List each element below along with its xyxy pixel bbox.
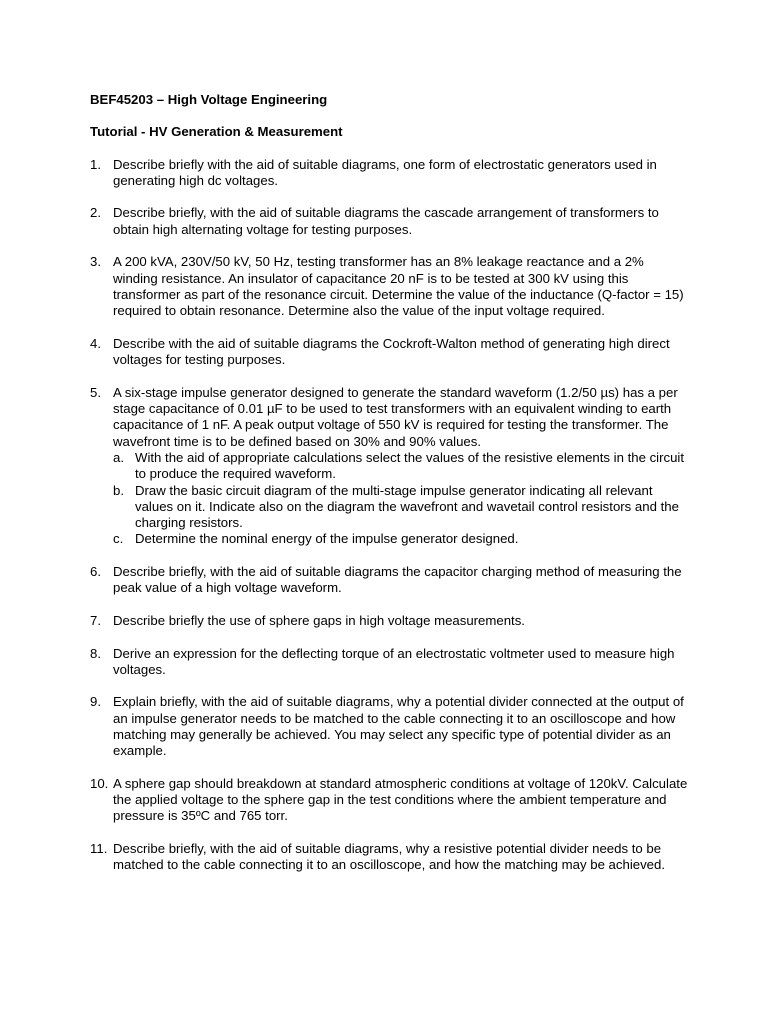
sub-question-item bbox=[113, 450, 690, 483]
question-item bbox=[90, 157, 690, 190]
question-item bbox=[90, 646, 690, 679]
question-number: 3. bbox=[90, 254, 101, 270]
question-number: 7. bbox=[90, 612, 101, 628]
question-text: Describe briefly, with the aid of suitable diagrams the cascade arrangement of transformers to obtain high alternating voltage for testing purposes. bbox=[113, 205, 659, 237]
question-number: 6. bbox=[90, 564, 101, 580]
question-text: Describe briefly, with the aid of suitable diagrams the capacitor charging method of measuring the peak value of a high voltage waveform. bbox=[113, 564, 682, 596]
question-text: Describe with the aid of suitable diagrams the Cockroft-Walton method of generating high direct voltages for testing purposes. bbox=[113, 335, 670, 368]
question-list bbox=[90, 157, 690, 874]
question-number: 4. bbox=[90, 335, 101, 351]
sub-question-item bbox=[113, 483, 690, 532]
question-text: Derive an expression for the deflecting torque of an electrostatic voltmeter used to measure high voltages. bbox=[113, 645, 675, 677]
sub-question-item bbox=[113, 531, 690, 547]
sub-question-letter: b. bbox=[113, 482, 124, 498]
question-item bbox=[90, 776, 690, 825]
question-item bbox=[90, 564, 690, 597]
question-text: A 200 kVA, 230V/50 kV, 50 Hz, testing transformer has an 8% leakage reactance and a 2% winding resistance. An insulator of capacitance 20 nF is to be tested at 300 kV using this transformer as part of the resonance circuit. Determine the value of the inductance (Q-factor = 15) required to obtain resonance. Determine also the value of the input voltage required. bbox=[113, 254, 684, 319]
sub-question-list bbox=[113, 450, 690, 548]
sub-question-letter: c. bbox=[113, 531, 124, 547]
course-title: BEF45203 – High Voltage Engineering bbox=[90, 92, 328, 107]
question-number: 5. bbox=[90, 384, 101, 400]
question-item bbox=[90, 254, 690, 319]
question-number: 11. bbox=[90, 841, 108, 857]
question-item bbox=[90, 205, 690, 238]
document-page bbox=[90, 92, 690, 890]
question-text: Describe briefly, with the aid of suitable diagrams, why a resistive potential divider needs to be matched to the cable connecting it to an oscilloscope, and how the matching may be achieved. bbox=[113, 841, 666, 873]
question-number: 1. bbox=[90, 156, 101, 172]
question-text: Describe briefly with the aid of suitable diagrams, one form of electrostatic generators used in generating high dc voltages. bbox=[113, 156, 657, 188]
question-item bbox=[90, 694, 690, 759]
sub-question-text: With the aid of appropriate calculations select the values of the resistive elements in the circuit to produce the required waveform. bbox=[135, 449, 685, 482]
question-item bbox=[90, 336, 690, 369]
tutorial-title: Tutorial - HV Generation & Measurement bbox=[90, 124, 343, 140]
question-number: 9. bbox=[90, 694, 101, 710]
question-text: A six-stage impulse generator designed to generate the standard waveform (1.2/50 µs) has a per stage capacitance of 0.01 µF to be used to test transformers with an equivalent winding to earth capacitance of 1 nF. A peak output voltage of 550 kV is required for testing the transformer. The wavefront time is to be defined based on 30% and 90% values. bbox=[113, 384, 678, 449]
sub-question-text: Draw the basic circuit diagram of the multi-stage impulse generator indicating all relevant values on it. Indicate also on the diagram the wavefront and wavetail control resistors and the charging resistors. bbox=[135, 482, 679, 531]
sub-question-letter: a. bbox=[113, 449, 124, 465]
question-text: Explain briefly, with the aid of suitable diagrams, why a potential divider connected at the output of an impulse generator needs to be matched to the cable connecting it to an oscilloscope and how matching may generally be achieved. You may select any specific type of potential divider as an example. bbox=[113, 694, 684, 759]
sub-question-text: Determine the nominal energy of the impulse generator designed. bbox=[135, 531, 519, 547]
question-number: 8. bbox=[90, 645, 101, 661]
question-number: 2. bbox=[90, 205, 101, 221]
question-text: A sphere gap should breakdown at standard atmospheric conditions at voltage of 120kV. Calculate the applied voltage to the sphere gap in the test conditions where the ambient temperature and pressure is 35ºC and 765 torr. bbox=[113, 775, 688, 824]
question-item bbox=[90, 385, 690, 548]
question-item bbox=[90, 841, 690, 874]
question-number: 10. bbox=[90, 775, 109, 791]
question-item bbox=[90, 613, 690, 629]
question-text: Describe briefly the use of sphere gaps in high voltage measurements. bbox=[113, 612, 525, 628]
